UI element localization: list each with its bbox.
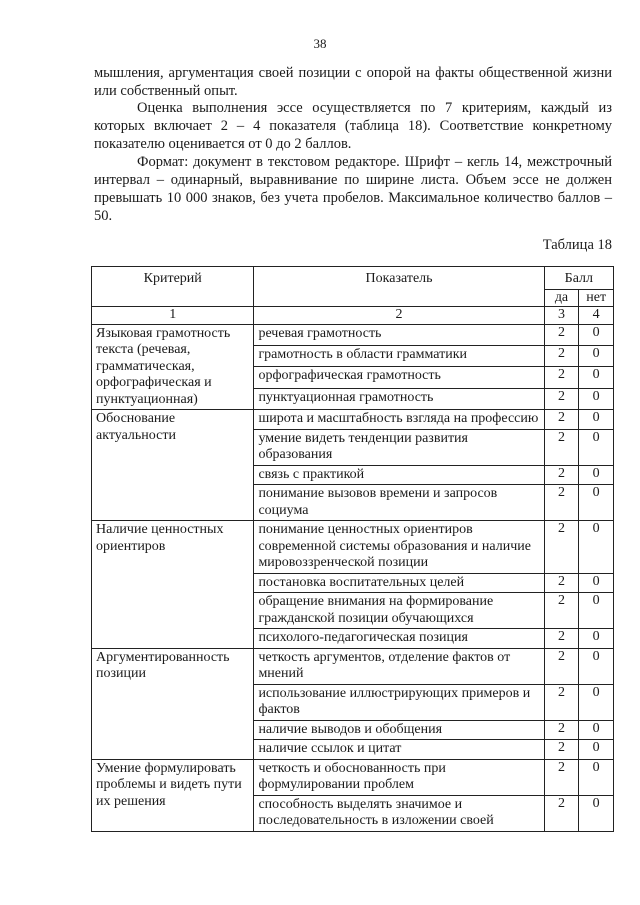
paragraph-essay-intro: мышления, аргументация своей позиции с опорой на факты общественной жизни или собственный опыт. xyxy=(94,65,612,99)
score-no-cell: 0 xyxy=(579,345,614,366)
indicator-cell: обращение внимания на формирование гражданской позиции обучающихся xyxy=(254,593,544,629)
score-yes-cell: 2 xyxy=(544,324,579,345)
indicator-cell: наличие выводов и обобщения xyxy=(254,720,544,740)
indicator-cell: пунктуационная грамотность xyxy=(254,388,544,409)
score-yes-cell: 2 xyxy=(544,521,579,574)
score-no-cell: 0 xyxy=(579,593,614,629)
column-number: 3 xyxy=(544,307,579,325)
column-number: 1 xyxy=(92,307,254,325)
indicator-cell: постановка воспитательных целей xyxy=(254,573,544,593)
table-row xyxy=(92,410,614,430)
indicator-cell: наличие ссылок и цитат xyxy=(254,740,544,760)
indicator-cell: речевая грамотность xyxy=(254,324,544,345)
column-number: 2 xyxy=(254,307,544,325)
score-yes-cell: 2 xyxy=(544,629,579,649)
score-no-cell: 0 xyxy=(579,759,614,795)
header-score: Балл xyxy=(544,267,613,290)
indicator-cell: использование иллюстрирующих примеров и фактов xyxy=(254,684,544,720)
score-yes-cell: 2 xyxy=(544,759,579,795)
score-no-cell: 0 xyxy=(579,573,614,593)
score-yes-cell: 2 xyxy=(544,740,579,760)
paragraph-format-requirements: Формат: документ в текстовом редакторе. Шрифт – кегль 14, межстрочный интервал – одинарный, выравнивание по ширине листа. Объем эссе не должен превышать 10 000 знаков, без учета пробелов. Максимальное количество баллов – 50. xyxy=(94,154,612,224)
criterion-cell: Обоснование актуальности xyxy=(92,410,254,521)
indicator-cell: психолого-педагогическая позиция xyxy=(254,629,544,649)
header-yes: да xyxy=(544,289,579,307)
score-no-cell: 0 xyxy=(579,648,614,684)
indicator-cell: грамотность в области грамматики xyxy=(254,345,544,366)
score-no-cell: 0 xyxy=(579,795,614,831)
table-row xyxy=(92,324,614,345)
table-row xyxy=(92,759,614,795)
indicator-cell: способность выделять значимое и последовательность в изложении своей xyxy=(254,795,544,831)
score-yes-cell: 2 xyxy=(544,593,579,629)
indicator-cell: четкость аргументов, отделение фактов от мнений xyxy=(254,648,544,684)
score-no-cell: 0 xyxy=(579,485,614,521)
score-yes-cell: 2 xyxy=(544,367,579,388)
score-yes-cell: 2 xyxy=(544,429,579,465)
score-no-cell: 0 xyxy=(579,629,614,649)
score-yes-cell: 2 xyxy=(544,465,579,485)
indicator-cell: орфографическая грамотность xyxy=(254,367,544,388)
score-no-cell: 0 xyxy=(579,367,614,388)
criteria-table xyxy=(91,266,614,832)
score-no-cell: 0 xyxy=(579,324,614,345)
score-no-cell: 0 xyxy=(579,720,614,740)
score-no-cell: 0 xyxy=(579,521,614,574)
criterion-cell: Аргументированность позиции xyxy=(92,648,254,759)
indicator-cell: широта и масштабность взгляда на профессию xyxy=(254,410,544,430)
score-yes-cell: 2 xyxy=(544,720,579,740)
score-yes-cell: 2 xyxy=(544,345,579,366)
score-yes-cell: 2 xyxy=(544,485,579,521)
indicator-cell: понимание вызовов времени и запросов социума xyxy=(254,485,544,521)
indicator-cell: четкость и обоснованность при формулировании проблем xyxy=(254,759,544,795)
table-row xyxy=(92,521,614,574)
page-number: 38 xyxy=(313,36,327,51)
score-no-cell: 0 xyxy=(579,465,614,485)
criterion-cell: Языковая грамотность текста (речевая, грамматическая, орфографическая и пунктуационная) xyxy=(92,324,254,410)
score-yes-cell: 2 xyxy=(544,410,579,430)
column-number: 4 xyxy=(579,307,614,325)
header-no: нет xyxy=(579,289,614,307)
indicator-cell: связь с практикой xyxy=(254,465,544,485)
table-row xyxy=(92,648,614,684)
score-yes-cell: 2 xyxy=(544,684,579,720)
indicator-cell: понимание ценностных ориентиров современной системы образования и наличие мировоззренческой позиции xyxy=(254,521,544,574)
score-yes-cell: 2 xyxy=(544,795,579,831)
score-yes-cell: 2 xyxy=(544,573,579,593)
table-caption: Таблица 18 xyxy=(542,237,612,253)
header-criterion: Критерий xyxy=(92,267,254,307)
indicator-cell: умение видеть тенденции развития образования xyxy=(254,429,544,465)
score-yes-cell: 2 xyxy=(544,648,579,684)
score-no-cell: 0 xyxy=(579,429,614,465)
score-yes-cell: 2 xyxy=(544,388,579,409)
header-indicator: Показатель xyxy=(254,267,544,307)
paragraph-evaluation-criteria: Оценка выполнения эссе осуществляется по 7 критериям, каждый из которых включает 2 – 4 показателя (таблица 18). Соответствие конкретному показателю оценивается от 0 до 2 баллов. xyxy=(94,100,612,152)
score-no-cell: 0 xyxy=(579,410,614,430)
score-no-cell: 0 xyxy=(579,740,614,760)
score-no-cell: 0 xyxy=(579,684,614,720)
criterion-cell: Наличие ценностных ориентиров xyxy=(92,521,254,649)
criterion-cell: Умение формулировать проблемы и видеть пути их решения xyxy=(92,759,254,831)
score-no-cell: 0 xyxy=(579,388,614,409)
